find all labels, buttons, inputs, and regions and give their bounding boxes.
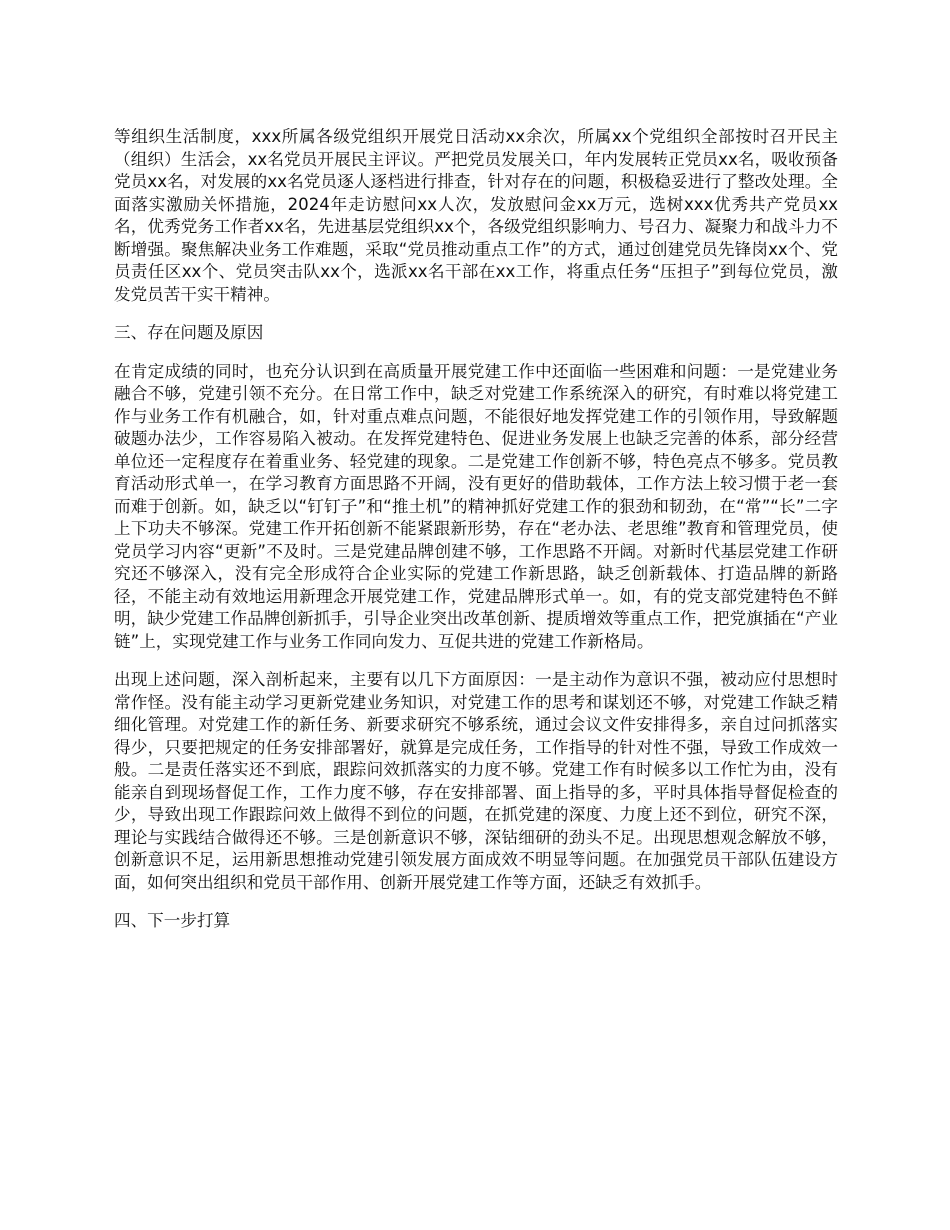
section-heading-4: 四、下一步打算 <box>114 911 231 930</box>
body-paragraph-1: 等组织生活制度，xxx所属各级党组织开展党日活动xx余次，所属xx个党组织全部按时召开民主（组织）生活会，xx名党员开展民主评议。严把党员发展关口，年内发展转正党员xx名，吸收预备党员xx名，对发展的xx名党员逐人逐档进行排查，针对存在的问题，积极稳妥进行了整改处理。全面落实激励关怀措施，2024年走访慰问xx人次，发放慰问金xx万元，选树xxx优秀共产党员xx名，优秀党务工作者xx名，先进基层党组织xx个，各级党组织影响力、号召力、凝聚力和战斗力不断增强。聚焦解决业务工作难题，采取“党员推动重点工作”的方式，通过创建党员先锋岗xx个、党员责任区xx个、党员突击队xx个，选派xx名干部在xx工作，将重点任务“压担子”到每位党员，激发党员苦干实干精神。 <box>114 127 838 304</box>
section-heading-3: 三、存在问题及原因 <box>114 323 264 342</box>
body-paragraph-2: 在肯定成绩的同时，也充分认识到在高质量开展党建工作中还面临一些困难和问题：一是党建业务融合不够，党建引领不充分。在日常工作中，缺乏对党建工作系统深入的研究，有时难以将党建工作与业务工作有机融合，如，针对重点难点问题，不能很好地发挥党建工作的引领作用，导致解题破题办法少，工作容易陷入被动。在发挥党建特色、促进业务发展上也缺乏完善的体系，部分经营单位还一定程度存在着重业务、轻党建的现象。二是党建工作创新不够，特色亮点不够多。党员教育活动形式单一，在学习教育方面思路不开阔，没有更好的借助载体，工作方法上较习惯于老一套而难于创新。如，缺乏以“钉钉子”和“推土机”的精神抓好党建工作的狠劲和韧劲，在“常”“长”二字上下功夫不够深。党建工作开拓创新不能紧跟新形势，存在“老办法、老思维”教育和管理党员，使党员学习内容“更新”不及时。三是党建品牌创建不够，工作思路不开阔。对新时代基层党建工作研究还不够深入，没有完全形成符合企业实际的党建工作新思路，缺乏创新载体、打造品牌的新路径，不能主动有效地运用新理念开展党建工作，党建品牌形式单一。如，有的党支部党建特色不鲜明，缺少党建工作品牌创新抓手，引导企业突出改革创新、提质增效等重点工作，把党旗插在“产业链”上，实现党建工作与业务工作同向发力、互促共进的党建工作新格局。 <box>114 361 838 651</box>
body-paragraph-3: 出现上述问题，深入剖析起来，主要有以几下方面原因：一是主动作为意识不强，被动应付思想时常作怪。没有能主动学习更新党建业务知识，对党建工作的思考和谋划还不够，对党建工作缺乏精细化管理。对党建工作的新任务、新要求研究不够系统，通过会议文件安排得多，亲自过问抓落实得少，只要把规定的任务安排部署好，就算是完成任务，工作指导的针对性不强，导致工作成效一般。二是责任落实还不到底，跟踪问效抓落实的力度不够。党建工作有时候多以工作忙为由，没有能亲自到现场督促工作，工作力度不够，存在安排部署、面上指导的多，平时具体指导督促检查的少，导致出现工作跟踪问效上做得不到位的问题，在抓党建的深度、力度上还不到位，研究不深，理论与实践结合做得还不够。三是创新意识不够，深钻细研的劲头不足。出现思想观念解放不够，创新意识不足，运用新思想推动党建引领发展方面成效不明显等问题。在加强党员干部队伍建设方面，如何突出组织和党员干部作用、创新开展党建工作等方面，还缺乏有效抓手。 <box>114 670 838 892</box>
document-page <box>114 126 838 949</box>
